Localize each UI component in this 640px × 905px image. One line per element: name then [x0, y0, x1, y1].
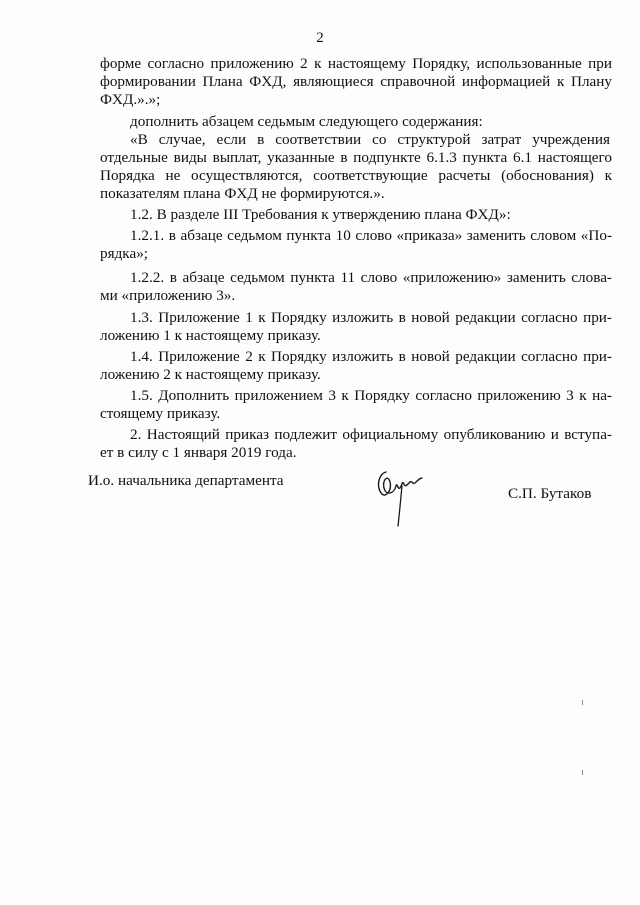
text-line: ми «приложению 3». [100, 287, 236, 304]
text-line: показателям плана ФХД не формируются.». [100, 185, 385, 202]
signatory-title: И.о. начальника департамента [88, 472, 284, 489]
text-line: дополнить абзацем седьмым следующего содержания: [130, 113, 483, 130]
text-line: 1.2.1. в абзаце седьмом пункта 10 слово «приказа» заменить словом «По- [130, 227, 612, 244]
signatory-name: С.П. Бутаков [508, 485, 592, 502]
text-line: «В случае, если в соответствии со структурой затрат учреждения [130, 131, 610, 148]
text-line: ФХД.».»; [100, 91, 161, 108]
text-line: стоящему приказу. [100, 405, 221, 422]
text-line: ложению 2 к настоящему приказу. [100, 366, 321, 383]
text-line: 1.5. Дополнить приложением 3 к Порядку согласно приложению 3 к на- [130, 387, 612, 404]
text-line: 1.4. Приложение 2 к Порядку изложить в новой редакции согласно при- [130, 348, 612, 365]
scan-artifact [582, 700, 583, 705]
text-line: формировании Плана ФХД, являющиеся справочной информацией к Плану [100, 73, 612, 90]
page-number: 2 [316, 30, 324, 46]
text-line: рядка»; [100, 245, 149, 262]
text-line: форме согласно приложению 2 к настоящему Порядку, использованные при [100, 55, 612, 72]
text-line: 1.2. В разделе III Требования к утверждению плана ФХД»: [130, 206, 511, 223]
handwritten-signature [372, 460, 432, 532]
text-line: ет в силу с 1 января 2019 года. [100, 444, 297, 461]
text-line: 1.3. Приложение 1 к Порядку изложить в новой редакции согласно при- [130, 309, 612, 326]
text-line: 2. Настоящий приказ подлежит официальному опубликованию и вступа- [130, 426, 612, 443]
text-line: отдельные виды выплат, указанные в подпункте 6.1.3 пункта 6.1 настоящего [100, 149, 612, 166]
text-line: Порядка не осуществляются, соответствующие расчеты (обоснования) к [100, 167, 612, 184]
text-line: ложению 1 к настоящему приказу. [100, 327, 321, 344]
text-line: 1.2.2. в абзаце седьмом пункта 11 слово «приложению» заменить слова- [130, 269, 612, 286]
scan-artifact [582, 770, 583, 775]
